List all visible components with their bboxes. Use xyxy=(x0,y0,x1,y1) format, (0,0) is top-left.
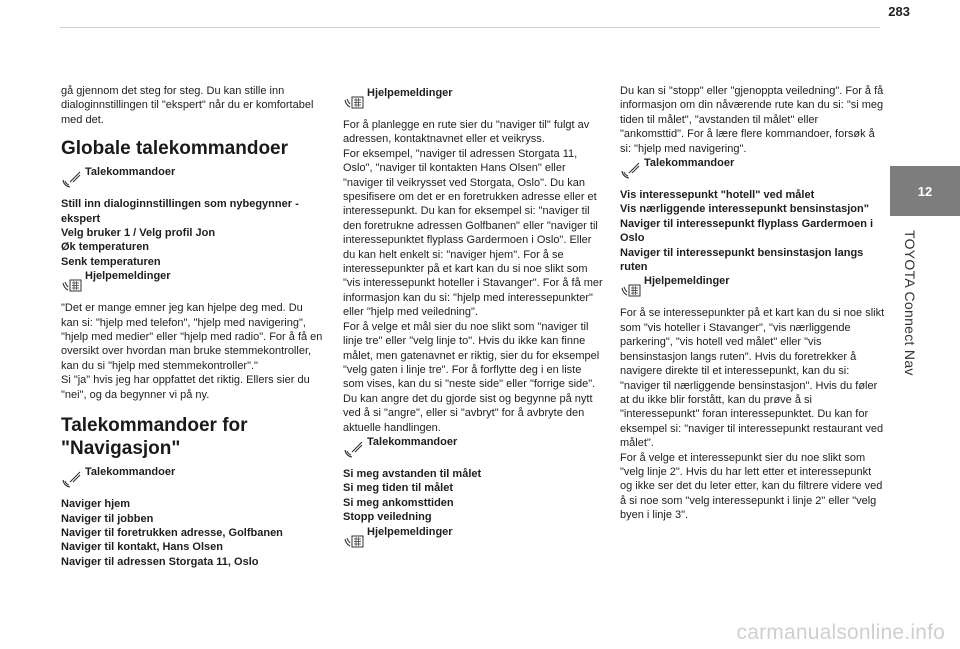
help-message-icon xyxy=(343,88,365,110)
command-line: Vis interessepunkt "hotell" ved målet xyxy=(620,189,815,202)
voice-commands-label-text: Talekommandoer xyxy=(367,435,458,448)
voice-commands-label xyxy=(343,435,605,459)
help-paragraph: Du kan si "stopp" eller "gjenoppta veiledning". For å få informasjon om din nåværende rute kan du si: "si meg tiden til målet", "avstanden til målet" eller "ankomsttid". For å lære flere kommandoer, forsøk å si: "hjelp med navigering". xyxy=(620,85,884,155)
voice-commands-label xyxy=(61,165,323,189)
command-line: Naviger til foretrukken adresse, Golfbanen xyxy=(61,526,283,539)
command-line: Naviger til interessepunkt bensinstasjon langs ruten xyxy=(620,246,864,274)
intro-paragraph: gå gjennom det steg for steg. Du kan stille inn dialoginnstillingen til "ekspert" når du er komfortabel med det. xyxy=(61,85,314,126)
command-line: Velg bruker 1 / Velg profil Jon xyxy=(61,227,216,240)
voice-commands-label-text: Talekommandoer xyxy=(644,157,735,170)
command-line: Si meg tiden til målet xyxy=(343,482,454,495)
heading-global-commands: Globale talekommandoer xyxy=(61,138,289,160)
help-messages-label xyxy=(61,269,323,293)
help-paragraph: For å velge et mål sier du noe slikt som "naviger til linje tre" eller "velg linje to". Hvis du ikke kan finne målet, men gatenavnet er riktig, sier du for eksempel "velg gaten i linje tre". For å forflytte deg i en liste som vises, kan du si "neste side" eller "forrige side". Du kan angre det du gjorde sist og begynne på nytt ved å si "angre", eller si "avbryt" for å avbryte den aktuelle handlingen. xyxy=(343,320,600,434)
command-line: Øk temperaturen xyxy=(61,241,150,254)
command-line: Naviger til kontakt, Hans Olsen xyxy=(61,541,223,554)
help-paragraph: For å velge et interessepunkt sier du noe slikt som "velg linje 2". Hvis du har lett etter et interessepunkt og ikke ser det du leter etter, kan du filtrere videre ved å si noe som "velg interessepunkt i linje 2" eller "velg byen i linje 3". xyxy=(620,451,883,522)
help-paragraph: For å planlegge en rute sier du "naviger til" fulgt av adressen, kontaktnavnet eller et veikryss. xyxy=(343,119,590,146)
help-paragraph: For eksempel, "naviger til adressen Storgata 11, Oslo", "naviger til kontakten Hans Olsen" eller "naviger til veikrysset ved Storgata, Oslo". Du kan spesifisere om det er en foretrukken adresse eller et interessepunkt. Du kan for eksempel si: "naviger til den foretrukne adressen Golfbanen" eller "naviger til interessepunktet flyplass Gardermoen i Oslo". Eller du kan helt enkelt si: "naviger hjem". For å se interessepunkter på et kart kan du si noe slikt som "vis interessepunkt hoteller i Stavanger". For å få mer informasjon kan du si: "hjelp med interessepunkter" eller "hjelp med veiledning". xyxy=(343,147,603,319)
help-messages-label xyxy=(343,525,605,549)
command-line: Si meg ankomsttiden xyxy=(343,496,454,509)
help-message-icon xyxy=(343,527,365,549)
command-line: Still inn dialoginnstillingen som nybegynner - ekspert xyxy=(61,198,299,225)
help-messages-label-text: Hjelpemeldinger xyxy=(85,270,171,283)
command-line: Naviger til adressen Storgata 11, Oslo xyxy=(61,555,259,568)
header-rule xyxy=(60,27,880,28)
command-line: Vis nærliggende interessepunkt bensinstasjon" xyxy=(620,203,869,216)
help-paragraph: "Det er mange emner jeg kan hjelpe deg med. Du kan si: "hjelp med telefon", "hjelp med navigering", "hjelp med medier" eller "hjelp med radio". For å få en oversikt over hvordan man bruke stemmekontroller, kan du si "hjelp med stemmekontroller"." xyxy=(61,302,323,372)
chapter-number: 12 xyxy=(917,183,933,199)
help-messages-label-text: Hjelpemeldinger xyxy=(367,525,453,538)
voice-commands-label-text: Talekommandoer xyxy=(85,466,176,479)
help-messages-label xyxy=(343,86,605,110)
column-1 xyxy=(61,84,323,569)
voice-command-icon xyxy=(620,158,642,180)
heading-navigation-commands: Talekommandoer for "Navigasjon" xyxy=(61,415,248,460)
voice-commands-label xyxy=(620,156,885,180)
column-2 xyxy=(343,84,605,557)
column-3 xyxy=(620,84,885,523)
watermark: carmanualsonline.info xyxy=(736,621,945,644)
chapter-tab xyxy=(890,166,960,216)
help-messages-label-text: Hjelpemeldinger xyxy=(367,87,453,99)
voice-command-icon xyxy=(61,467,83,489)
help-paragraph: For å se interessepunkter på et kart kan du si noe slikt som "vis hoteller i Stavanger", "vis nærliggende parkering", "vis hotell ved målet" eller "vis bensinstasjon langs ruten". Hvis du foretrekker å navigere direkte til et interessepunkt, kan du si: "naviger til nærliggende bensinstasjon". Hvis du føler at du ikke blir forstått, kan du prøve å si "interessepunkt" foran interessepunktet. Du kan for eksempel si: "naviger til interessepunkt restaurant ved målet". xyxy=(620,307,885,450)
command-line: Naviger hjem xyxy=(61,498,131,511)
command-line: Naviger til jobben xyxy=(61,512,154,525)
page-number: 283 xyxy=(888,4,910,19)
command-line: Senk temperaturen xyxy=(61,255,161,268)
voice-command-icon xyxy=(61,167,83,189)
command-line: Stopp veiledning xyxy=(343,511,432,524)
voice-commands-label xyxy=(61,465,323,489)
command-line: Si meg avstanden til målet xyxy=(343,467,482,480)
help-messages-label xyxy=(620,274,885,298)
help-message-icon xyxy=(61,271,83,293)
help-message-icon xyxy=(620,276,642,298)
voice-command-icon xyxy=(343,437,365,459)
command-line: Naviger til interessepunkt flyplass Gardermoen i Oslo xyxy=(620,217,874,245)
chapter-title: TOYOTA Connect Nav xyxy=(902,230,918,376)
help-paragraph: Si "ja" hvis jeg har oppfattet det riktig. Ellers sier du "nei", og da begynner vi på ny. xyxy=(61,374,310,401)
help-messages-label-text: Hjelpemeldinger xyxy=(644,275,730,288)
voice-commands-label-text: Talekommandoer xyxy=(85,166,176,179)
